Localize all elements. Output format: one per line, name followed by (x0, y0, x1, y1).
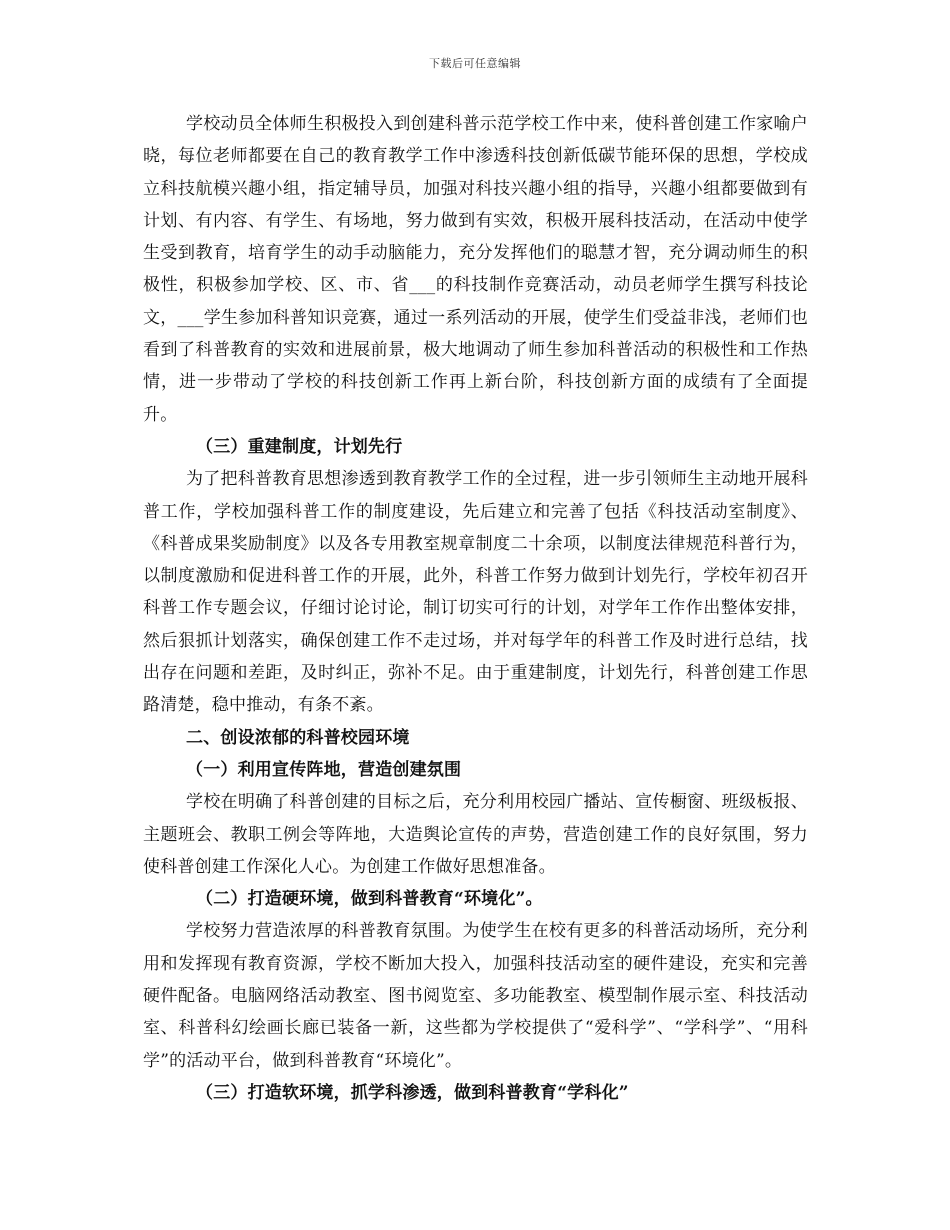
paragraph: 为了把科普教育思想渗透到教育教学工作的全过程，进一步引领师生主动地开展科普工作，学校加强科普工作的制度建设，先后建立和完善了包括《科技活动室制度》、《科普成果奖励制度》以及各专用教室规章制度二十余项，以制度法律规范科普行为，以制度激励和促进科普工作的开展，此外，科普工作努力做到计划先行，学校年初召开科普工作专题会议，仔细讨论讨论，制订切实可行的计划，对学年工作作出整体安排，然后狠抓计划落实，确保创建工作不走过场，并对每学年的科普工作及时进行总结，找出存在问题和差距，及时纠正，弥补不足。由于重建制度，计划先行，科普创建工作思路清楚，稳中推动，有条不紊。 (143, 469, 808, 716)
paragraph: 学校在明确了科普创建的目标之后，充分利用校园广播站、宣传橱窗、班级板报、主题班会、教职工例会等阵地，大造舆论宣传的声势，营造创建工作的良好氛围，努力使科普创建工作深化人心。为创建工作做好思想准备。 (143, 792, 808, 877)
page-header: 下载后可任意编辑 (429, 57, 521, 70)
section-heading: （一）利用宣传阵地，营造创建氛围 (186, 759, 462, 780)
paragraph: 学校动员全体师生积极投入到创建科普示范学校工作中来，使科普创建工作家喻户晓，每位老师都要在自己的教育教学工作中渗透科技创新低碳节能环保的思想，学校成立科技航模兴趣小组，指定辅导员，加强对科技兴趣小组的指导，兴趣小组都要做到有计划、有内容、有学生、有场地，努力做到有实效，积极开展科技活动，在活动中使学生受到教育，培育学生的动手动脑能力，充分发挥他们的聪慧才智，充分调动师生的积极性，积极参加学校、区、市、省___的科技制作竞赛活动，动员老师学生撰写科技论文，___学生参加科普知识竞赛，通过一系列活动的开展，使学生们受益非浅，老师们也看到了科普教育的实效和进展前景，极大地调动了师生参加科普活动的积极性和工作热情，进一步带动了学校的科技创新工作再上新台阶，科技创新方面的成绩有了全面提升。 (143, 114, 808, 425)
paragraph: 学校努力营造浓厚的科普教育氛围。为使学生在校有更多的科普活动场所，充分利用和发挥现有教育资源，学校不断加大投入，加强科技活动室的硬件建设，充实和完善硬件配备。电脑网络活动教室、图书阅览室、多功能教室、模型制作展示室、科技活动室、科普科幻绘画长廊已装备一新，这些都为学校提供了“爱科学”、“学科学”、“用科学”的活动平台，做到科普教育“环境化”。 (143, 921, 808, 1071)
section-heading: （二）打造硬环境，做到科普教育“环境化”。 (196, 889, 543, 910)
section-heading: 二、创设浓郁的科普校园环境 (186, 727, 410, 748)
section-heading: （三）重建制度，计划先行 (196, 436, 403, 457)
document-body (143, 108, 808, 1109)
section-heading: （三）打造软环境，抓学科渗透，做到科普教育“学科化” (196, 1082, 629, 1103)
